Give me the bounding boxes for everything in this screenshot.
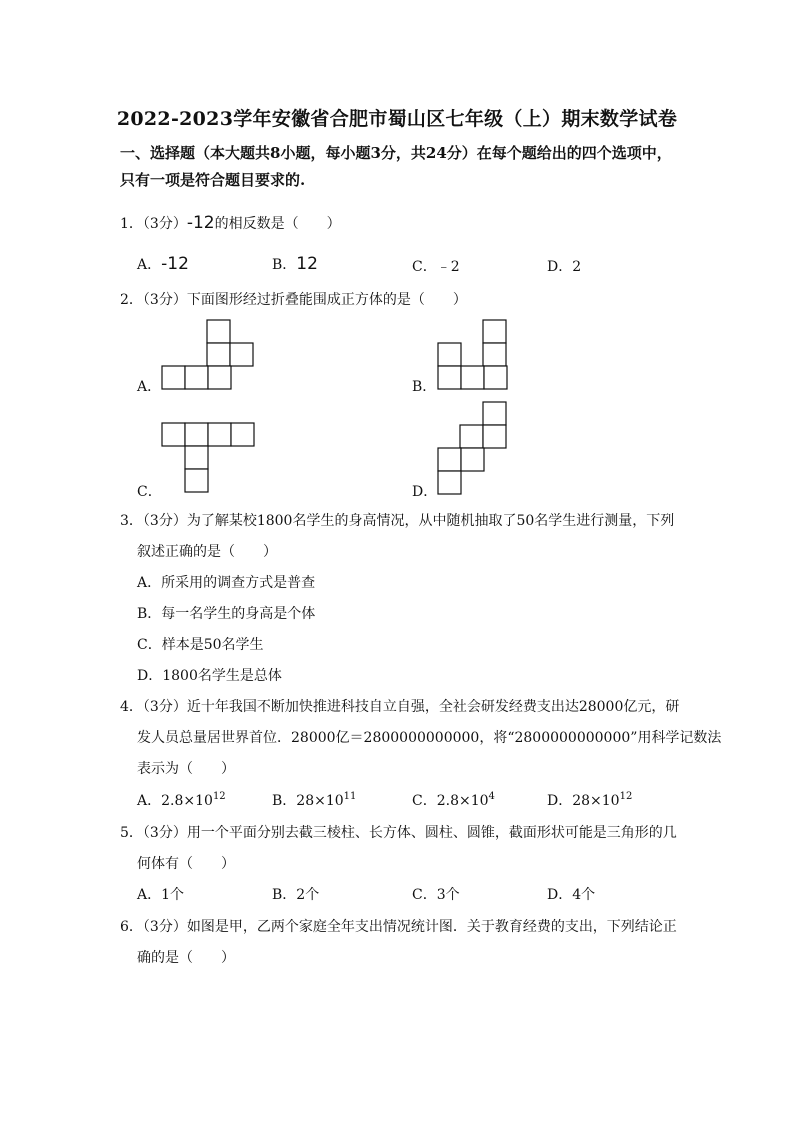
question-1-prompt: 的相反数是（ ） bbox=[214, 216, 341, 232]
question-2-net-b bbox=[436, 318, 511, 390]
question-5-option-b: B．2个 bbox=[272, 887, 320, 903]
question-6-stem-line2: 确的是（ ） bbox=[137, 950, 235, 966]
question-2-option-b-label: B． bbox=[412, 379, 437, 395]
question-2-option-d-label: D． bbox=[412, 484, 438, 500]
question-5-option-c: C．3个 bbox=[412, 887, 460, 903]
question-5-option-a: A．1个 bbox=[137, 887, 185, 903]
question-4-option-d: D．$28\times 10^{12}$ bbox=[547, 791, 633, 809]
section-heading: 一、选择题（本大题共8小题，每小题3分，共24分）在每个题给出的四个选项中，只有一项是符合题目要求的. bbox=[120, 144, 672, 189]
question-1-number: 1． bbox=[120, 216, 143, 232]
question-4-stem-line1: 4．（3分）近十年我国不断加快推进科技自立自强，全社会研发经费支出达28000亿元，研 bbox=[120, 699, 680, 715]
question-5-option-d: D．4个 bbox=[547, 887, 596, 903]
question-2-option-c-label: C． bbox=[137, 484, 162, 500]
question-4-option-a: A．$2.8\times 10^{12}$ bbox=[137, 791, 226, 809]
question-3-option-c: C．样本是50名学生 bbox=[137, 637, 264, 653]
question-3-stem-line1: 3．（3分）为了解某校1800名学生的身高情况，从中随机抽取了50名学生进行测量，下列 bbox=[120, 513, 675, 529]
question-1-stem bbox=[120, 213, 341, 233]
question-3-option-d: D．1800名学生是总体 bbox=[137, 668, 282, 684]
question-1-option-a: A．-12 bbox=[137, 254, 189, 274]
question-2-option-a-label: A． bbox=[137, 379, 162, 395]
question-2-stem: 2．（3分）下面图形经过折叠能围成正方体的是（ ） bbox=[120, 292, 467, 308]
question-3-option-b: B．每一名学生的身高是个体 bbox=[137, 606, 316, 622]
question-2-net-d bbox=[436, 400, 511, 495]
question-4-stem-line3: 表示为（ ） bbox=[137, 761, 235, 777]
question-1-option-b: B．12 bbox=[272, 254, 318, 274]
question-1-value: -12 bbox=[186, 213, 215, 233]
question-1-option-d: D．2 bbox=[547, 259, 582, 275]
question-5-stem-line2: 何体有（ ） bbox=[137, 856, 235, 872]
question-3-option-a: A．所采用的调查方式是普查 bbox=[137, 575, 316, 591]
question-2-net-a bbox=[160, 318, 260, 390]
question-6-stem-line1: 6．（3分）如图是甲，乙两个家庭全年支出情况统计图．关于教育经费的支出，下列结论正 bbox=[120, 919, 677, 935]
question-5-stem-line1: 5．（3分）用一个平面分别去截三棱柱、长方体、圆柱、圆锥，截面形状可能是三角形的几 bbox=[120, 825, 677, 841]
question-3-stem-line2: 叙述正确的是（ ） bbox=[137, 544, 277, 560]
question-4-option-c: C．$2.8\times 10^4$ bbox=[412, 791, 495, 809]
question-4-stem-line2: 发人员总量居世界首位．28000亿＝2800000000000，将“2800000000000”用科学记数法 bbox=[137, 730, 722, 746]
question-2-net-c bbox=[160, 421, 260, 495]
page-title: 2022-2023学年安徽省合肥市蜀山区七年级（上）期末数学试卷 bbox=[116, 108, 678, 130]
question-1-score: （3分） bbox=[142, 216, 187, 232]
question-4-option-b: B．$28\times 10^{11}$ bbox=[272, 791, 357, 809]
question-1-option-c: C．﹣2 bbox=[412, 259, 460, 275]
